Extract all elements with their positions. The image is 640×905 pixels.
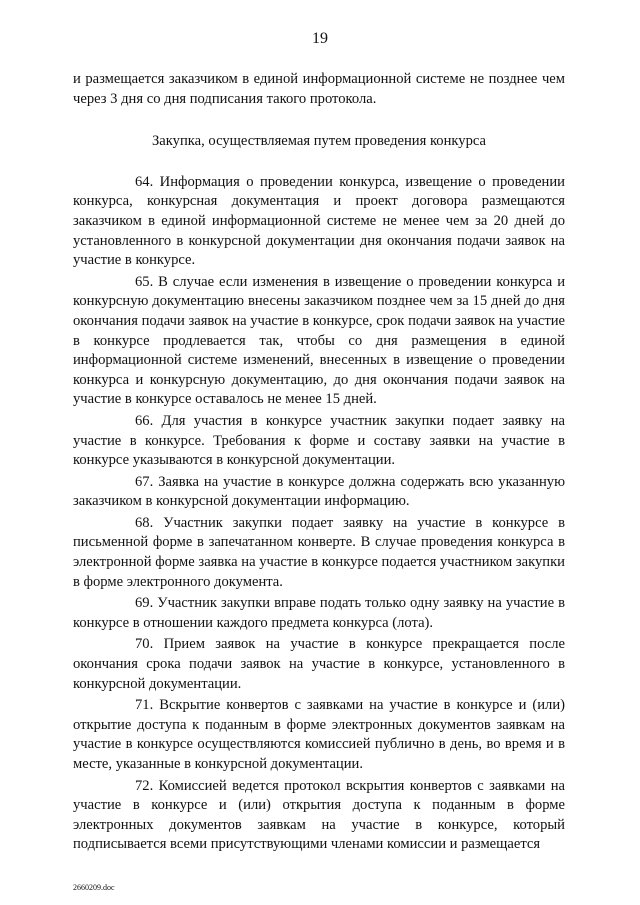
continuation-paragraph: и размещается заказчиком в единой информационной системе не позднее чем через 3 дня со дня подписания такого протокола. [73,71,565,107]
page-number: 19 [312,30,328,47]
document-body [73,70,565,855]
paragraph-68: 68. Участник закупки подает заявку на участие в конкурсе в письменной форме в запечатанном конверте. В случае проведения конкурса в электронной форме заявка на участие в конкурсе подается участником закупки в форме электронного документа. [73,514,565,590]
section-heading: Закупка, осуществляемая путем проведения конкурса [151,133,487,150]
paragraph-72: 72. Комиссией ведется протокол вскрытия конвертов с заявками на участие в конкурсе и (или) открытия доступа к поданным в форме электронных документов заявкам на участие в конкурсе, который подписывается всеми присутствующими членами комиссии и размещается [73,777,565,853]
paragraph-64: 64. Информация о проведении конкурса, извещение о проведении конкурса, конкурсная документация и проект договора размещаются заказчиком в единой информационной системе не менее чем за 20 дней до установленного в конкурсной документации дня окончания подачи заявок на участие в конкурсе. [73,173,565,269]
paragraph-70: 70. Прием заявок на участие в конкурсе прекращается после окончания срока подачи заявок на участие в конкурсе, установленного в конкурсной документации. [73,636,565,692]
paragraph-67: 67. Заявка на участие в конкурсе должна содержать всю указанную заказчиком в конкурсной документации информацию. [73,473,565,510]
file-name-footer: 2660209.doc [73,883,115,892]
paragraph-65: 65. В случае если изменения в извещение о проведении конкурса и конкурсную документацию внесены заказчиком позднее чем за 15 дней до дня окончания подачи заявок на участие в конкурсе, срок подачи заявок на участие в конкурсе продлевается так, чтобы со дня размещения в единой информационной системе изменений, внесенных в извещение о проведении конкурса и конкурсную документацию, до дня окончания подачи заявок на участие в конкурсе оставалось не менее 15 дней. [73,273,565,408]
paragraph-69: 69. Участник закупки вправе подать только одну заявку на участие в конкурсе в отношении каждого предмета конкурса (лота). [73,595,565,631]
paragraph-71: 71. Вскрытие конвертов с заявками на участие в конкурсе и (или) открытие доступа к поданным в форме электронных документов заявкам на участие в конкурсе осуществляются комиссией публично в день, во время и в месте, указанные в конкурсной документации. [73,697,565,772]
paragraph-66: 66. Для участия в конкурсе участник закупки подает заявку на участие в конкурсе. Требования к форме и составу заявки на участие в конкурсе указываются в конкурсной документации. [73,412,565,469]
